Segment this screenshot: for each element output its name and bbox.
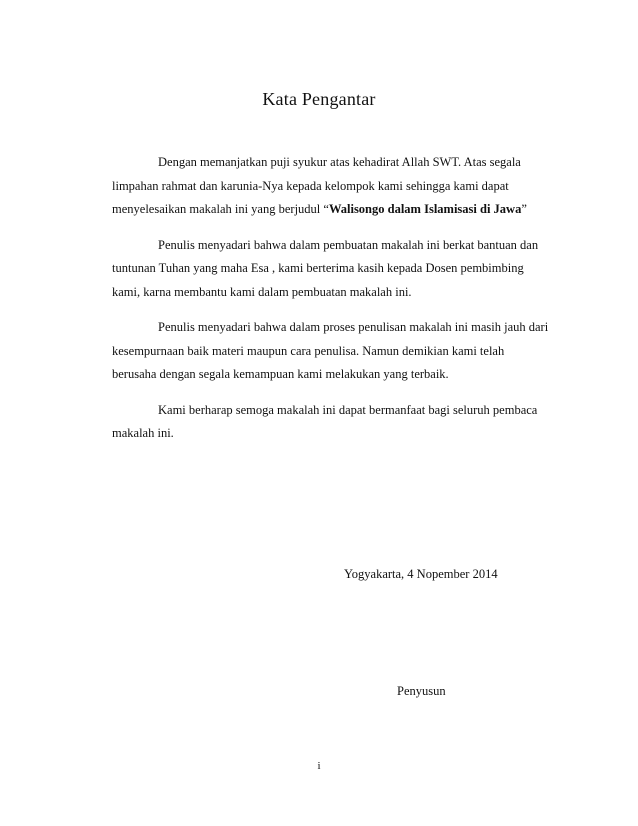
paragraph-2 — [112, 234, 552, 305]
paragraph-line: limpahan rahmat dan karunia-Nya kepada kelompok kami sehingga kami dapat — [112, 178, 509, 193]
paragraph-line — [112, 198, 552, 222]
paragraph-line: berusaha dengan segala kemampuan kami melakukan yang terbaik. — [112, 367, 449, 381]
paragraph-line: Kami berharap semoga makalah ini dapat bermanfaat bagi seluruh pembaca — [158, 402, 538, 417]
paragraph-line: Dengan memanjatkan puji syukur atas kehadirat Allah SWT. Atas segala — [158, 155, 521, 169]
paragraph-line: kami, karna membantu kami dalam pembuatan makalah ini. — [112, 284, 412, 299]
paragraph-line: kesempurnaan baik materi maupun cara penulisa. Namun demikian kami telah — [112, 343, 505, 358]
body-text — [112, 151, 552, 458]
paragraph-1 — [112, 151, 552, 222]
place-and-date: Yogyakarta, 4 Nopember 2014 — [344, 567, 498, 581]
line-suffix: ” — [521, 202, 527, 216]
paragraph-4 — [112, 399, 552, 446]
signer-label: Penyusun — [397, 684, 446, 698]
paragraph-3 — [112, 316, 552, 387]
page-number: i — [317, 760, 321, 772]
paragraph-line: makalah ini. — [112, 426, 174, 440]
makalah-title: Walisongo dalam Islamisasi di Jawa — [328, 202, 522, 216]
paragraph-line: tuntunan Tuhan yang maha Esa , kami berterima kasih kepada Dosen pembimbing — [112, 261, 524, 275]
line-prefix: menyelesaikan makalah ini yang berjudul “ — [112, 202, 329, 216]
paragraph-line: Penulis menyadari bahwa dalam proses penulisan makalah ini masih jauh dari — [158, 320, 549, 334]
paragraph-line: Penulis menyadari bahwa dalam pembuatan makalah ini berkat bantuan dan — [158, 237, 539, 252]
page-title: Kata Pengantar — [262, 89, 376, 109]
